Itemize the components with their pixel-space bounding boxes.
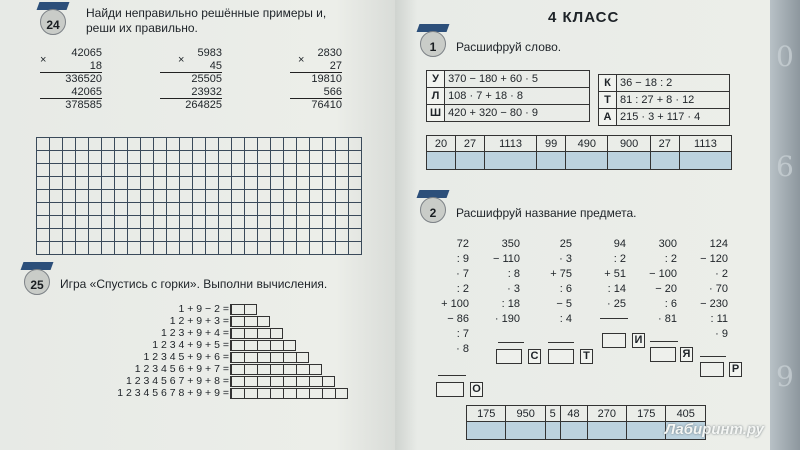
stairs-row: 1 2 3 + 9 + 4 = <box>160 327 229 339</box>
letter-input-cell[interactable] <box>560 422 587 440</box>
answer-cell: 20 <box>427 136 456 152</box>
stairs-cells[interactable] <box>230 376 335 387</box>
edge-glyph: 0 <box>776 40 794 73</box>
stairs-cells[interactable] <box>230 340 296 351</box>
example-line: 264825 <box>185 99 222 111</box>
cipher-expr: 36 − 18 : 2 <box>617 75 730 92</box>
letter-input-cell[interactable] <box>650 152 679 170</box>
letter-input-cell[interactable] <box>545 422 560 440</box>
chain-step: 25 <box>559 238 572 250</box>
chain-step: 350 <box>501 238 520 250</box>
letter-box: О <box>470 382 483 397</box>
stairs-cells[interactable] <box>230 364 322 375</box>
answer-cell: 175 <box>467 406 506 422</box>
chain-step: − 20 <box>655 283 677 295</box>
task1-answer-table <box>426 135 732 170</box>
chain-step: : 6 <box>664 298 677 310</box>
chain-step: − 120 <box>700 253 728 265</box>
example-2 <box>160 47 222 112</box>
cipher-letter: К <box>599 75 617 92</box>
answer-cell: 27 <box>650 136 679 152</box>
answer-line <box>548 342 574 343</box>
stairs-cells[interactable] <box>230 304 257 315</box>
answer-cell: 490 <box>566 136 608 152</box>
chain-step: : 11 <box>710 313 728 325</box>
book-edge <box>770 0 800 450</box>
chain-step: · 3 <box>559 253 572 265</box>
chain-step: 300 <box>658 238 677 250</box>
stairs-cells[interactable] <box>230 352 309 363</box>
chain-step: · 190 <box>494 313 520 325</box>
task-number: 24 <box>46 18 60 32</box>
chain-step: · 9 <box>715 328 728 340</box>
chain-step: − 230 <box>700 298 728 310</box>
owl-icon <box>20 262 54 296</box>
example-line: 27 <box>290 60 342 73</box>
letter-input-cell[interactable] <box>484 152 536 170</box>
cipher-expr: 108 · 7 + 18 · 8 <box>445 88 590 105</box>
answer-line <box>650 341 678 342</box>
letter-input-cell[interactable] <box>679 152 731 170</box>
chain-5 <box>635 237 677 327</box>
chain-step: − 86 <box>447 313 469 325</box>
answer-cell: 48 <box>560 406 587 422</box>
chain-step: · 2 <box>715 268 728 280</box>
chain-step: : 7 <box>456 328 469 340</box>
chain-step: · 81 <box>658 313 677 325</box>
chain-step: − 110 <box>492 253 520 265</box>
chain-step: · 25 <box>607 298 626 310</box>
stairs-row: 1 2 3 4 5 6 7 + 9 + 8 = <box>125 375 229 387</box>
answer-cell: 405 <box>666 406 706 422</box>
answer-line <box>498 342 524 343</box>
cipher-table-right <box>598 74 730 126</box>
answer-cell: 1113 <box>679 136 731 152</box>
chain-step: : 6 <box>559 283 572 295</box>
task-number: 1 <box>429 40 437 54</box>
task-number: 2 <box>429 206 437 220</box>
chain-4 <box>584 237 626 312</box>
cipher-letter: У <box>427 71 445 88</box>
answer-line <box>600 318 628 319</box>
stairs-cells[interactable] <box>230 316 270 327</box>
letter-box: Я <box>680 347 693 362</box>
answer-box[interactable] <box>650 347 676 362</box>
answer-cell: 1113 <box>484 136 536 152</box>
stairs-cells[interactable] <box>230 388 348 399</box>
multiply-sign: × <box>40 54 47 66</box>
answer-box[interactable] <box>700 362 724 377</box>
chain-step: · 7 <box>456 268 469 280</box>
stairs-row: 1 2 3 4 + 9 + 5 = <box>152 339 229 351</box>
chain-3 <box>530 237 572 327</box>
edge-glyph: 6 <box>776 150 794 183</box>
letter-input-cell[interactable] <box>467 422 506 440</box>
task24-text2: реши их правильно. <box>86 21 198 35</box>
example-line: 45 <box>160 60 222 73</box>
stairs-row: 1 2 + 9 + 3 = <box>169 315 229 327</box>
answer-cell: 99 <box>537 136 566 152</box>
chain-step: − 100 <box>649 268 677 280</box>
stairs-row: 1 2 3 4 5 + 9 + 6 = <box>143 351 229 363</box>
cipher-letter: Л <box>427 88 445 105</box>
letter-input-cell[interactable] <box>537 152 566 170</box>
example-1 <box>40 47 102 112</box>
task25-text: Игра «Спустись с горки». Выполни вычисления. <box>60 277 328 291</box>
multiply-sign: × <box>178 54 185 66</box>
chain-step: + 51 <box>604 268 626 280</box>
example-line: 42065 <box>71 47 102 59</box>
chain-step: : 2 <box>456 283 469 295</box>
multiply-sign: × <box>298 54 305 66</box>
cipher-letter: Ш <box>427 105 445 122</box>
example-line: 76410 <box>311 99 342 111</box>
chain-step: : 14 <box>607 283 626 295</box>
stairs-cells[interactable] <box>230 328 283 339</box>
chain-step: − 5 <box>556 298 572 310</box>
letter-input-cell[interactable] <box>627 422 666 440</box>
owl-icon <box>416 190 450 224</box>
owl-icon <box>416 24 450 58</box>
answer-cell: 900 <box>608 136 650 152</box>
example-line: 2830 <box>317 47 342 59</box>
example-line: 19810 <box>311 73 342 85</box>
answer-cell: 175 <box>627 406 666 422</box>
example-line: 336520 <box>65 73 102 85</box>
chain-step: 94 <box>613 238 626 250</box>
chain-step: : 18 <box>501 298 520 310</box>
task-number: 25 <box>30 278 44 292</box>
answer-box[interactable] <box>548 349 574 364</box>
example-line: 25505 <box>191 73 222 85</box>
chain-step: · 8 <box>456 343 469 355</box>
class-title: 4 КЛАСС <box>548 9 620 26</box>
answer-grid[interactable] <box>36 137 362 255</box>
letter-input-cell[interactable] <box>608 152 650 170</box>
letter-input-cell[interactable] <box>455 152 484 170</box>
cipher-letter: А <box>599 109 617 126</box>
example-line: 42065 <box>40 86 102 99</box>
chain-step: · 70 <box>709 283 728 295</box>
cipher-expr: 215 · 3 + 117 · 4 <box>617 109 730 126</box>
chain-step: : 2 <box>613 253 626 265</box>
task1-text: Расшифруй слово. <box>456 40 562 54</box>
chain-step: + 75 <box>550 268 572 280</box>
chain-6 <box>686 237 728 342</box>
chain-2 <box>478 237 520 327</box>
edge-glyph: 9 <box>776 360 794 393</box>
letter-input-cell[interactable] <box>566 152 608 170</box>
chain-step: : 9 <box>456 253 469 265</box>
task24-text1: Найди неправильно решённые примеры и, <box>86 6 327 20</box>
answer-box[interactable] <box>436 382 464 397</box>
stairs-row: 1 2 3 4 5 6 7 8 + 9 + 9 = <box>117 387 229 399</box>
owl-icon <box>36 2 70 36</box>
chain-step: : 2 <box>664 253 677 265</box>
letter-input-cell[interactable] <box>506 422 545 440</box>
answer-cell: 950 <box>506 406 545 422</box>
stairs-row: 1 2 3 4 5 6 + 9 + 7 = <box>134 363 229 375</box>
answer-line <box>700 356 726 357</box>
example-line: 23932 <box>160 86 222 99</box>
letter-box: Р <box>729 362 742 377</box>
chain-step: · 3 <box>507 283 520 295</box>
letter-input-cell[interactable] <box>427 152 456 170</box>
example-line: 18 <box>40 60 102 73</box>
letter-box: С <box>528 349 541 364</box>
cipher-expr: 420 + 320 − 80 · 9 <box>445 105 590 122</box>
example-line: 566 <box>290 86 342 99</box>
watermark: Лабиринт.ру <box>664 421 764 438</box>
letter-box: Т <box>580 349 593 364</box>
chain-step: + 100 <box>441 298 469 310</box>
chain-step: : 8 <box>507 268 520 280</box>
cipher-table-left <box>426 70 590 122</box>
task2-text: Расшифруй название предмета. <box>456 206 637 220</box>
answer-cell: 5 <box>545 406 560 422</box>
example-line: 378585 <box>65 99 102 111</box>
cipher-expr: 81 : 27 + 8 · 12 <box>617 92 730 109</box>
cipher-letter: Т <box>599 92 617 109</box>
letter-box: И <box>632 333 645 348</box>
chain-step: 72 <box>456 238 469 250</box>
chain-step: : 4 <box>559 313 572 325</box>
answer-cell: 270 <box>587 406 626 422</box>
letter-input-cell[interactable] <box>587 422 626 440</box>
answer-box[interactable] <box>602 333 626 348</box>
chain-step: 124 <box>709 238 728 250</box>
example-line: 5983 <box>197 47 222 59</box>
answer-line <box>438 375 466 376</box>
stairs-row: 1 + 9 − 2 = <box>178 303 229 315</box>
cipher-expr: 370 − 180 + 60 · 5 <box>445 71 590 88</box>
chain-1 <box>425 237 469 357</box>
answer-cell: 27 <box>455 136 484 152</box>
example-3 <box>290 47 342 112</box>
answer-box[interactable] <box>496 349 522 364</box>
